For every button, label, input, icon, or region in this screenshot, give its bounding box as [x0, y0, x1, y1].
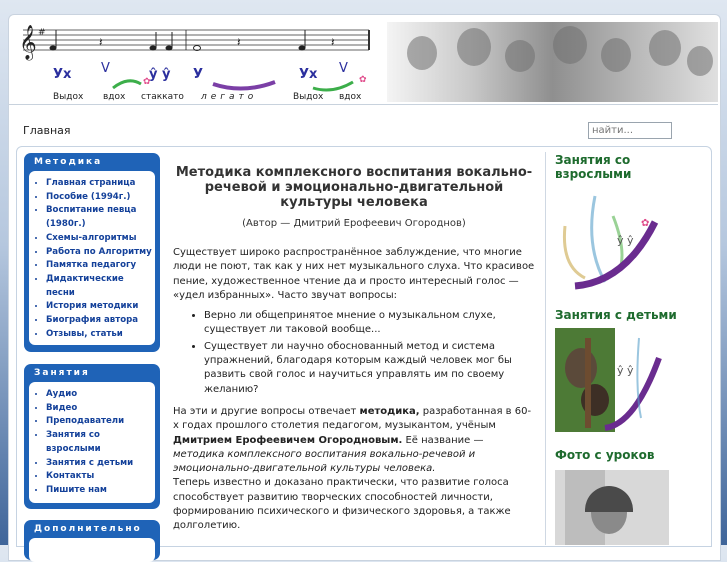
children-thumbnail[interactable]	[555, 328, 665, 432]
header-syllable: У	[193, 67, 204, 82]
sidebar-box-title: Методика	[34, 157, 103, 167]
sidebar-item-posobie[interactable]: • Пособие (1994г.)	[46, 191, 155, 205]
header-photo-children	[387, 22, 718, 102]
adults-heading-link[interactable]: Занятия со взрослыми	[555, 153, 632, 181]
sidebar-box-title: Занятия	[34, 368, 90, 378]
method-name: методика комплексного воспитания вокально-речевой и эмоционально-двигательной культуры человека.	[173, 448, 476, 475]
svg-text:#: #	[38, 28, 46, 38]
sidebar-item-video[interactable]: • Видео	[46, 402, 155, 416]
header-syllable: V	[339, 61, 348, 76]
top-nav	[9, 118, 718, 144]
page-title: Методика комплексного воспитания вокально-речевой и эмоционально-двигательной культуры человека	[175, 165, 533, 210]
flower-icon: ✿	[143, 77, 151, 87]
list-item: • Верно ли общепринятое мнение о музыкальном слухе, существует ли таковой вообще...	[204, 309, 535, 338]
sidebar-item-skhemy[interactable]: • Схемы-алгоритмы	[46, 232, 155, 246]
adults-thumbnail[interactable]	[555, 186, 665, 290]
sidebar-item-vospitanie[interactable]: • Воспитание певца (1980г.)	[46, 204, 155, 231]
header-syllable: Ух	[53, 67, 72, 82]
breath-label: вдох	[103, 92, 126, 102]
sidebar-box-dop	[24, 520, 160, 560]
header-divider	[9, 104, 718, 105]
intro-paragraph: Существует широко распространённое заблуждение, что многие люди не поют, так как у них нет музыкального слуха. Что красивое пение, художественное чтение да и просто интересный голос — «удел избранных». Часто звучат вопросы:	[173, 247, 535, 301]
treble-clef-icon: 𝄞	[19, 25, 37, 60]
benefits-paragraph: Теперь известно и доказано практически, что развитие голоса способствует развитию творческих способностей личности, формированию психического и физического здоровья, а также долголетию.	[173, 477, 511, 532]
author-name-link[interactable]: Дмитрием Ерофеевичем Огородновым.	[173, 434, 403, 446]
thumbnail-syllable: ŷ ŷ	[617, 234, 634, 247]
flower-icon: ✿	[359, 75, 367, 85]
text-span: Её название —	[402, 434, 484, 446]
sidebar-box-title: Дополнительно	[34, 524, 142, 534]
text-span: На эти и другие вопросы отвечает	[173, 405, 360, 417]
list-item: • Существует ли научно обоснованный метод и система упражнений, благодаря которым каждый человек мог бы развить свой голос и научиться управлять им по своему желанию?	[204, 340, 535, 397]
header-syllable: V	[101, 61, 110, 76]
sidebar-item-adults[interactable]: • Занятия со взрослыми	[46, 429, 155, 456]
sidebar-item-audio[interactable]: • Аудио	[46, 388, 155, 402]
author-line: (Автор — Дмитрий Ерофеевич Огороднов)	[242, 218, 466, 229]
sidebar-item-contacts[interactable]: • Контакты	[46, 470, 155, 484]
text-span: разработанная в 60-х годах прошлого столетия педагогом, музыкантом, учёным	[173, 405, 532, 432]
svg-text:𝄽: 𝄽	[331, 35, 335, 49]
sidebar-item-main-page[interactable]: • Главная страница	[46, 177, 155, 191]
breath-label: легато	[201, 92, 258, 102]
header-syllable: ŷ ŷ	[149, 67, 171, 82]
main-content	[173, 158, 535, 534]
svg-text:𝄽: 𝄽	[237, 35, 241, 49]
sidebar-item-istoriya[interactable]: • История методики	[46, 300, 155, 314]
svg-text:𝄽: 𝄽	[99, 35, 103, 49]
breath-label: Выдох	[53, 92, 84, 102]
search-input[interactable]	[588, 122, 672, 139]
sidebar-item-pesni[interactable]: • Дидактические песни	[46, 273, 155, 300]
questions-list	[173, 309, 535, 397]
breath-label: вдох	[339, 92, 362, 102]
thumbnail-syllable: ŷ ŷ	[617, 364, 634, 377]
site-header	[9, 22, 718, 104]
flower-icon: ✿	[641, 218, 650, 229]
sidebar-item-teachers[interactable]: • Преподаватели	[46, 415, 155, 429]
sidebar-item-otzyvy[interactable]: • Отзывы, статьи	[46, 328, 155, 342]
sidebar-box-zanyatiya	[24, 364, 160, 509]
sidebar-item-biografiya[interactable]: • Биография автора	[46, 314, 155, 328]
answer-paragraph	[173, 405, 535, 476]
sidebar-item-write-us[interactable]: • Пишите нам	[46, 484, 155, 498]
sidebar-item-children[interactable]: • Занятия с детьми	[46, 457, 155, 471]
sidebar-box-metodika	[24, 153, 160, 352]
breath-label: Выдох	[293, 92, 324, 102]
right-column-divider	[545, 152, 546, 545]
methodology-link[interactable]: методика,	[359, 405, 420, 417]
children-heading-link[interactable]: Занятия с детьми	[555, 308, 677, 322]
lesson-photo-thumbnail[interactable]	[555, 470, 669, 545]
nav-home-link[interactable]: Главная	[23, 124, 71, 137]
sidebar-item-pamyatka[interactable]: • Памятка педагогу	[46, 259, 155, 273]
breath-label: стаккато	[141, 92, 184, 102]
header-music-staff	[13, 22, 373, 104]
header-syllable: Ух	[299, 67, 318, 82]
sidebar-item-rabota[interactable]: • Работа по Алгоритму	[46, 246, 155, 260]
photos-heading-link[interactable]: Фото с уроков	[555, 448, 655, 462]
